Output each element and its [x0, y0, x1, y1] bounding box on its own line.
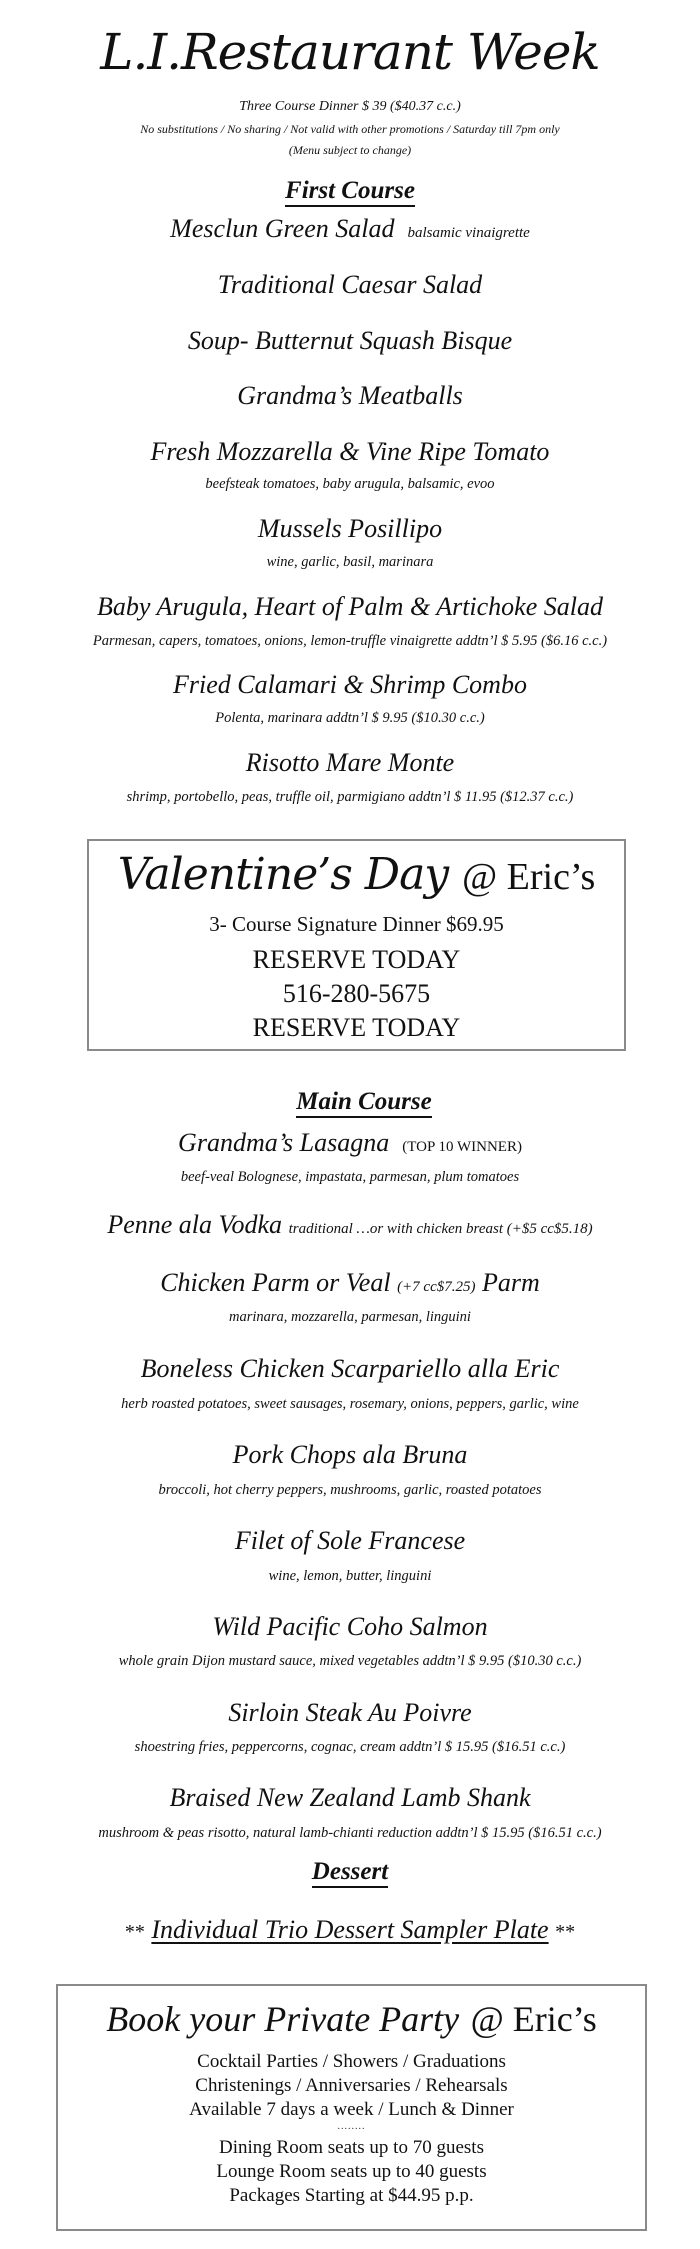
menu-note: (Menu subject to change) [288, 143, 412, 157]
menu-item-name: Soup- Butternut Squash Bisque [187, 326, 513, 355]
capacity-line: Dining Room seats up to 70 guests [219, 2137, 484, 2158]
menu-item-name: Baby Arugula, Heart of Palm & Artichoke Salad [97, 592, 603, 621]
menu-item-name: Boneless Chicken Scarpariello alla Eric [140, 1354, 560, 1383]
phone-number[interactable]: 516-280-5675 [282, 979, 431, 1008]
award-badge: (TOP 10 WINNER) [402, 1139, 522, 1155]
first-course-heading: First Course [0, 176, 700, 206]
menu-item-name: Traditional Caesar Salad [217, 270, 483, 299]
reserve-text: RESERVE TODAY [252, 1013, 461, 1042]
dessert-heading: Dessert [0, 1857, 700, 1887]
menu-item-name: Fresh Mozzarella & Vine Ripe Tomato [150, 437, 550, 466]
menu-item-description: beefsteak tomatoes, baby arugula, balsamic, evoo [205, 476, 495, 492]
dessert-item: ** Individual Trio Dessert Sampler Plate ** [124, 1915, 576, 1944]
stars-right: ** [555, 1921, 576, 1943]
menu-item-description: wine, lemon, butter, linguini [268, 1568, 432, 1584]
private-party-box [56, 1984, 647, 2231]
menu-item-name: Wild Pacific Coho Salmon [212, 1612, 488, 1641]
menu-item-description: Parmesan, capers, tomatoes, onions, lemon-truffle vinaigrette addtn’l $ 5.95 ($6.16 c.c.) [92, 633, 608, 649]
stars-left: ** [124, 1921, 145, 1943]
availability-line: Available 7 days a week / Lunch & Dinner [189, 2099, 514, 2120]
menu-item-note: traditional …or with chicken breast (+$5 cc$5.18) [288, 1221, 593, 1237]
menu-item-description: Polenta, marinara addtn’l $ 9.95 ($10.30 c.c.) [215, 710, 485, 726]
menu-item-description: broccoli, hot cherry peppers, mushrooms, garlic, roasted potatoes [158, 1482, 542, 1498]
divider: ........ [337, 2121, 366, 2132]
price-line: Three Course Dinner $ 39 ($40.37 c.c.) [239, 99, 461, 114]
main-course-heading: Main Course [14, 1087, 700, 1117]
menu-item-name: Sirloin Steak Au Poivre [228, 1698, 472, 1727]
rules-line: No substitutions / No sharing / Not valid with other promotions / Saturday till 7pm only [140, 122, 560, 136]
menu-item-description: herb roasted potatoes, sweet sausages, rosemary, onions, peppers, garlic, wine [121, 1396, 579, 1412]
menu-item-name: Chicken Parm or Veal (+7 cc$7.25) Parm [160, 1268, 540, 1297]
menu-item-description: whole grain Dijon mustard sauce, mixed vegetables addtn’l $ 9.95 ($10.30 c.c.) [118, 1653, 582, 1669]
event-types-line: Cocktail Parties / Showers / Graduations [197, 2051, 506, 2072]
menu-item-name: Risotto Mare Monte [245, 748, 455, 777]
capacity-line: Lounge Room seats up to 40 guests [216, 2161, 487, 2182]
menu-item-description: marinara, mozzarella, parmesan, linguini [229, 1309, 471, 1325]
menu-item-name: Pork Chops ala Bruna [232, 1440, 468, 1469]
valentine-promo-box [87, 839, 626, 1051]
menu-item-name: Filet of Sole Francese [234, 1526, 466, 1555]
menu-item-name: Penne ala Vodka traditional …or with chicken breast (+$5 cc$5.18) [107, 1210, 593, 1239]
menu-item-note: balsamic vinaigrette [407, 225, 530, 241]
menu-item-name: Mussels Posillipo [257, 514, 443, 543]
menu-item-name: Mesclun Green Salad balsamic vinaigrette [170, 214, 530, 243]
menu-item-description: shrimp, portobello, peas, truffle oil, parmigiano addtn’l $ 11.95 ($12.37 c.c.) [126, 789, 574, 805]
menu-item-description: mushroom & peas risotto, natural lamb-chianti reduction addtn’l $ 15.95 ($16.51 c.c.) [98, 1825, 602, 1841]
reserve-text: RESERVE TODAY [252, 945, 461, 974]
menu-item-name: Grandma’s Meatballs [237, 381, 463, 410]
packages-line: Packages Starting at $44.95 p.p. [229, 2185, 474, 2206]
menu-item-name: Braised New Zealand Lamb Shank [169, 1783, 531, 1812]
valentine-title: Valentine’s Day @ Eric’s [117, 849, 596, 900]
valentine-subtitle: 3- Course Signature Dinner $69.95 [209, 912, 504, 936]
page-title: L.I.Restaurant Week [100, 23, 600, 81]
menu-item-name: Grandma’s Lasagna (TOP 10 WINNER) [178, 1128, 522, 1157]
menu-item-note: (+7 cc$7.25) [397, 1279, 476, 1295]
menu-item-description: beef-veal Bolognese, impastata, parmesan, plum tomatoes [180, 1169, 520, 1185]
menu-item-name: Fried Calamari & Shrimp Combo [173, 670, 527, 699]
menu-item-description: shoestring fries, peppercorns, cognac, cream addtn’l $ 15.95 ($16.51 c.c.) [134, 1739, 566, 1755]
menu-item-description: wine, garlic, basil, marinara [266, 554, 434, 570]
private-party-title: Book your Private Party @ Eric’s [106, 1999, 597, 2039]
event-types-line: Christenings / Anniversaries / Rehearsals [195, 2075, 508, 2096]
